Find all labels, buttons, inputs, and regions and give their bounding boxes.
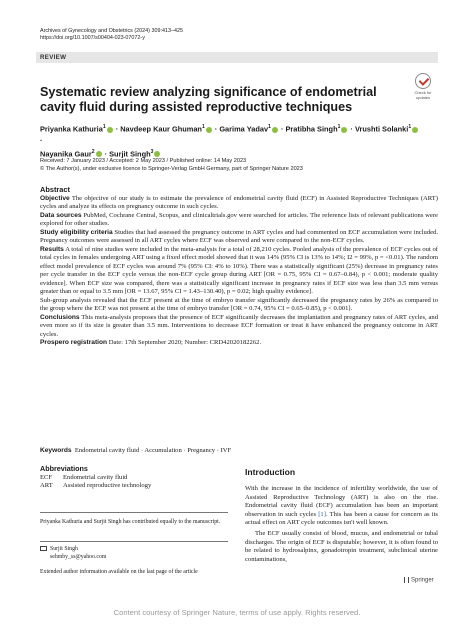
abbreviation-term: ECF	[40, 473, 53, 481]
keywords-label: Keywords	[40, 447, 72, 454]
abbreviation-definition: Endometrial cavity fluid	[63, 473, 128, 481]
copyright-notice: © The Author(s), under exclusive licence to Springer-Verlag GmbH Germany, part of Springer Nature 2023	[40, 166, 303, 173]
conclusions-label: Conclusions	[40, 313, 80, 321]
abbreviation-definition: Assisted reproductive technology	[63, 482, 152, 490]
objective-text: The objective of our study is to estimate the prevalence of endometrial cavity fluid (ECF) in Assisted Reproductive Techniques (ART) cycles and analyze its effects on pregnancy outcome in such cycles.	[40, 194, 439, 210]
results-label: Results	[40, 245, 64, 253]
intro-text: . This has been a cause for concern as its actual effect on ART cycle outcomes isn't well known.	[245, 510, 438, 527]
abstract-registration	[40, 339, 438, 348]
abbreviations	[40, 465, 230, 491]
author-affiliation: 1	[201, 124, 205, 130]
orcid-icon[interactable]	[341, 127, 347, 133]
orcid-icon[interactable]	[412, 127, 418, 133]
author-affiliation: 3	[150, 148, 154, 155]
author-affiliation: 1	[408, 124, 412, 130]
contact-email[interactable]: sehmby_ss@yahoo.com	[50, 554, 107, 560]
abbreviations-heading: Abbreviations	[40, 464, 88, 473]
criteria-text: Studies that had assessed the pregnancy outcome in ART cycles and had commented on ECF accumulation were included. Pregnancy outcomes were assessed in all ART cycles where ECF was observed and were compared to the non-ECF cycles.	[40, 228, 438, 244]
abbreviation-row	[40, 474, 230, 483]
registration-text: Date: 17th September 2020; Number: CRD42020182262.	[108, 339, 262, 346]
author-affiliation: 1	[268, 124, 271, 130]
author-affiliation: 2	[91, 148, 95, 155]
intro-paragraph	[245, 485, 438, 528]
publisher-name: Springer	[411, 577, 434, 584]
check-updates-label: Check for updates	[414, 90, 432, 100]
contribution-note: Priyanka Kathuria and Surjit Singh has contributed equally to the manuscript.	[40, 519, 221, 525]
author-name[interactable]: Nayanika Gaur	[40, 149, 92, 159]
abstract-sources	[40, 212, 438, 229]
check-updates-icon	[415, 73, 431, 89]
publication-dates	[40, 157, 440, 173]
author-name[interactable]: Vrushti Solanki	[354, 124, 409, 134]
author-affiliation: 1	[337, 124, 341, 130]
springer-horse-icon	[404, 577, 409, 583]
corresponding-author	[40, 545, 230, 561]
intro-text: With the increase in the incidence of infertility worldwide, the use of Assisted Reproductive Technology (ART) is also on the rise. Endometrial cavity fluid (ECF) accumulation has been an important observation in such cycles	[245, 485, 438, 518]
conclusions-text: This meta-analysis proposes that the presence of ECF significantly decreases the implantation and pregnancy rates of ART cycles, and even more so if its size is greater than 3.5 mm. Interventions to decrease ECF formation or treat it have enhanced the pregnancy outcome in ART cycles.	[40, 313, 439, 338]
author-name[interactable]: Navdeep Kaur Ghuman	[120, 124, 202, 134]
keywords-text: Endometrial cavity fluid · Accumulation · Pregnancy · IVF	[74, 447, 232, 454]
registration-label: Prospero registration	[40, 339, 108, 346]
abbreviation-term: ART	[40, 482, 53, 490]
abstract-objective	[40, 195, 438, 212]
keywords	[40, 447, 438, 456]
objective-label: Objective	[40, 194, 70, 202]
criteria-label: Study eligibility criteria	[40, 228, 113, 236]
check-for-updates-button[interactable]	[408, 73, 438, 100]
abstract-conclusions	[40, 314, 438, 340]
introduction-body	[245, 485, 438, 566]
author-name[interactable]: Pratibha Singh	[285, 124, 338, 134]
abstract-results	[40, 246, 438, 297]
article-title: Systematic review analyzing significance of endometrial cavity fluid during assisted reproductive techniques	[40, 85, 377, 114]
orcid-icon[interactable]	[206, 127, 212, 133]
journal-citation: Archives of Gynecology and Obstetrics (2024) 309:413–425	[40, 28, 183, 34]
courtesy-footer: Content courtesy of Springer Nature, terms of use apply. Rights reserved.	[113, 608, 361, 617]
orcid-icon[interactable]	[272, 127, 278, 133]
author-affiliation: 1	[102, 124, 106, 130]
journal-header	[40, 28, 340, 43]
contact-divider	[40, 541, 228, 542]
author-name[interactable]: Surjit Singh	[109, 149, 151, 159]
sources-text: PubMed, Cochrane Central, Scopus, and clinicaltrials.gov were searched for articles. The reference lists of relevant publications were explored for other studies.	[40, 211, 438, 227]
section-label: REVIEW	[40, 54, 67, 61]
author-name[interactable]: Garima Yadav	[219, 124, 269, 134]
orcid-icon[interactable]	[107, 127, 113, 133]
introduction-heading: Introduction	[245, 467, 296, 477]
author-list: Priyanka Kathuria$^1$ · Navdeep Kaur Ghuman$^1$ · Garima Yadav$^1$ · Pratibha Singh$^1$ · Vrushti Solanki$^1$ · Nayanika Gaur$^2$ · Surjit Singh$^3$	[40, 122, 420, 160]
author-name[interactable]: Priyanka Kathuria	[40, 124, 103, 134]
abstract-criteria	[40, 229, 438, 246]
results-text: A total of nine studies were included in the meta-analysis for a total of 28,210 cycles. Pooled analysis of the prevalence of ECF cycles out of total cycles in females undergoing ART using a fixed effect model showed that it was 14% (95% CI is 13% to 14%; I2 = 99%, p = <0.01). The random effect model prevalence of ECF cycles was around 7% (95% CI: 4% to 10%). There was a statistically significant (25%) decrease in pregnancy rates per cycle transfer in the ECF cycle versus the non-ECF cycle group during ART [OR = 0.75, 95% CI = 0.67–0.84), p < 0.001; moderate quality evidence]. When ECF size was compared, there was a statistically significant increase in pregnancy rates if ECF size was less than 3.5 mm versus greater than or equal to 3.5 mm [OR = 13.67, 95% CI = 1.43–130.40), p = 0.02; high quality evidence].	[40, 245, 438, 295]
abstract-subgroup: Sub-group analysis revealed that the ECF present at the time of embryo transfer significantly decreased the pregnancy rates by 26% as compared to the group where the ECF was not present at the time of embryo transfer [OR = 0.74, 95% CI = 0.65–0.85), p < 0.001].	[40, 296, 438, 312]
abstract-heading: Abstract	[40, 185, 70, 194]
contact-name: Surjit Singh	[50, 546, 78, 552]
abbreviation-row	[40, 482, 230, 491]
section-band	[36, 52, 438, 63]
footnote-divider	[40, 512, 228, 513]
doi-link[interactable]: https://doi.org/10.1007/s00404-023-07072-y	[40, 35, 145, 42]
history-dates: Received: 7 January 2023 / Accepted: 2 May 2023 / Published online: 14 May 2023	[40, 158, 247, 164]
publisher-logo	[404, 577, 434, 584]
intro-paragraph: The ECF usually consist of blood, mucus, and endometrial or tubal discharges. The origin of ECF is disputable; however, it is often found to be related to hydrosalpinx, gonadotropin treatment, subclinical uterine contaminations,	[245, 529, 438, 563]
sources-label: Data sources	[40, 211, 82, 219]
mail-icon	[40, 546, 47, 551]
extended-author-info: Extended author information available on the last page of the article	[40, 569, 198, 575]
abstract	[40, 186, 438, 348]
citation-link[interactable]: [1]	[318, 510, 326, 518]
